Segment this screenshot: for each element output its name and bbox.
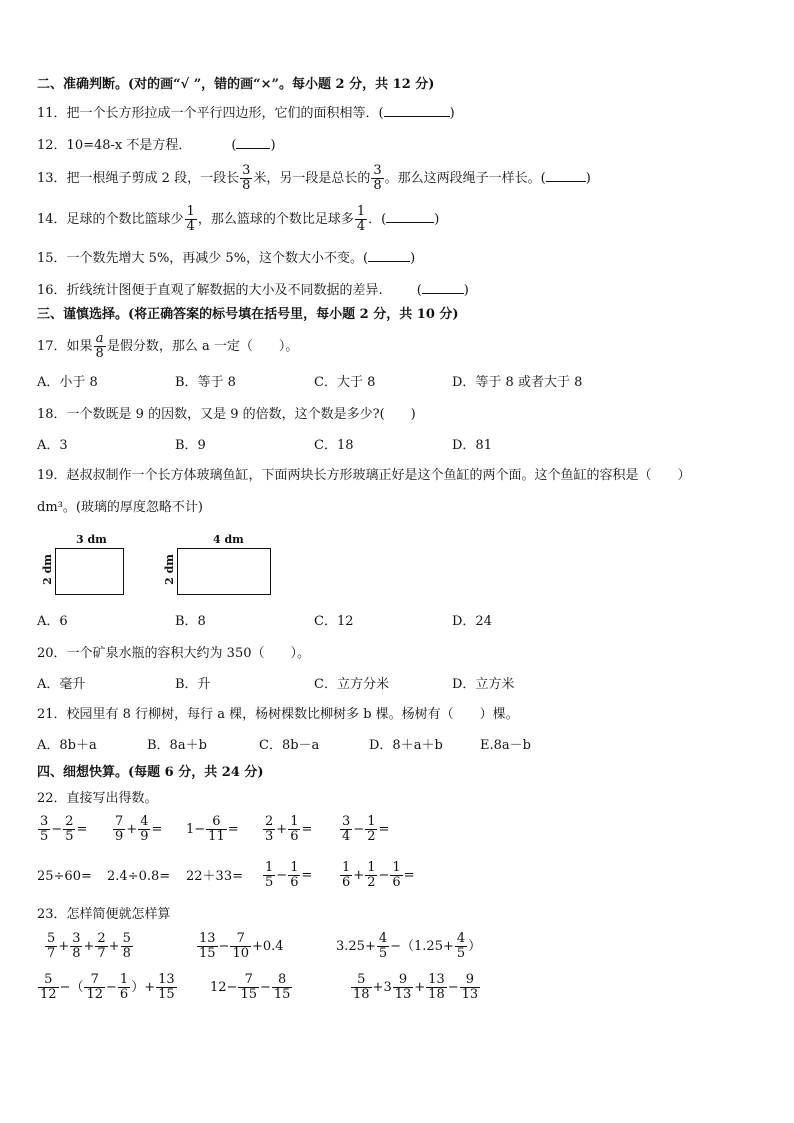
- q17-option-a[interactable]: A．小于 8: [37, 375, 98, 390]
- question-23: 23．怎样简便就怎样算: [37, 907, 171, 922]
- q23-expr-6: $\frac{5}{18}$ +3 $\frac{9}{13}$ + $\frac{13}{18}$ − $\frac{9}{13}$: [353, 972, 479, 1002]
- q19-option-b[interactable]: B．8: [175, 614, 206, 629]
- answer-blank[interactable]: [384, 104, 450, 117]
- question-15: 15．一个数先增大 5%，再减少 5%，这个数大小不变。( ): [37, 251, 416, 266]
- question-14: 14．足球的个数比篮球少 $\frac{1}{4}$ ，那么篮球的个数比足球多 $\frac{1}{4}$ ．( ): [37, 204, 440, 234]
- q17-option-c[interactable]: C．大于 8: [314, 375, 376, 390]
- fraction: $\frac{1}{4}$: [186, 204, 195, 234]
- q23-expr-2: $\frac{13}{15}$ − $\frac{7}{10}$ +0.4: [199, 931, 284, 961]
- glass-rect-2: [177, 548, 271, 595]
- q18-option-a[interactable]: A．3: [37, 438, 68, 453]
- q19-option-d[interactable]: D．24: [452, 614, 492, 629]
- q17-option-d[interactable]: D．等于 8 或者大于 8: [452, 375, 583, 390]
- question-11: 11．把一个长方形拉成一个平行四边形，它们的面积相等．( ): [37, 106, 455, 121]
- q20-option-c[interactable]: C．立方分米: [314, 677, 389, 692]
- question-19-line1: 19．赵叔叔制作一个长方体玻璃鱼缸，下面两块长方形玻璃正好是这个鱼缸的两个面。这个鱼缸的容积是（ ）: [37, 468, 691, 483]
- q21-option-a[interactable]: A．8b＋a: [37, 738, 97, 753]
- answer-blank[interactable]: [546, 169, 586, 182]
- q20-option-a[interactable]: A．毫升: [37, 677, 86, 692]
- fig2-height-label: 2 dm: [162, 554, 176, 585]
- answer-blank[interactable]: [368, 249, 410, 262]
- fraction: $\frac{3}{8}$: [242, 163, 251, 193]
- question-21: 21．校园里有 8 行柳树，每行 a 棵，杨树棵数比柳树多 b 棵。杨树有（ ）棵。: [37, 707, 519, 722]
- q22-expr-6: 25÷60=: [37, 869, 92, 884]
- q21-option-c[interactable]: C．8b－a: [259, 738, 320, 753]
- answer-blank[interactable]: [236, 136, 270, 149]
- q23-expr-1: $\frac{5}{7}$ + $\frac{3}{8}$ + $\frac{2}{7}$ + $\frac{5}{8}$: [47, 931, 131, 961]
- q21-option-b[interactable]: B．8a＋b: [147, 738, 207, 753]
- q19-option-a[interactable]: A．6: [37, 614, 68, 629]
- question-22: 22．直接写出得数。: [37, 791, 158, 806]
- q21-option-e[interactable]: E.8a－b: [480, 738, 531, 753]
- q21-option-d[interactable]: D．8＋a＋b: [369, 738, 443, 753]
- answer-blank[interactable]: [386, 210, 434, 223]
- question-20: 20．一个矿泉水瓶的容积大约为 350（ ）。: [37, 646, 310, 661]
- question-13: 13．把一根绳子剪成 2 段，一段长 $\frac{3}{8}$ 米，另一段是总长的 $\frac{3}{8}$ 。那么这两段绳子一样长。( ): [37, 163, 591, 193]
- q20-option-b[interactable]: B．升: [175, 677, 211, 692]
- q18-option-d[interactable]: D．81: [452, 438, 492, 453]
- fraction: $\frac{a}{8}$: [95, 331, 104, 361]
- q22-expr-5: $\frac{3}{4}$ − $\frac{1}{2}$ =: [342, 814, 390, 844]
- q22-expr-8: 22＋33=: [186, 869, 243, 884]
- q20-option-d[interactable]: D．立方米: [452, 677, 515, 692]
- answer-blank[interactable]: [422, 281, 464, 294]
- question-16: 16．折线统计图便于直观了解数据的大小及不同数据的差异. ( ): [37, 283, 469, 298]
- q22-expr-4: $\frac{2}{3}$ + $\frac{1}{6}$ =: [265, 814, 313, 844]
- section4-header: 四、细想快算。(每题 6 分，共 24 分): [37, 765, 264, 780]
- fig2-width-label: 4 dm: [213, 533, 244, 546]
- q22-expr-2: $\frac{7}{9}$ + $\frac{4}{9}$ =: [115, 814, 163, 844]
- fraction: $\frac{1}{4}$: [356, 204, 366, 234]
- q19-option-c[interactable]: C．12: [314, 614, 354, 629]
- q23-expr-5: 12− $\frac{7}{15}$ − $\frac{8}{15}$: [210, 972, 291, 1002]
- q18-option-c[interactable]: C．18: [314, 438, 354, 453]
- fig1-height-label: 2 dm: [40, 554, 54, 585]
- section3-header: 三、谨慎选择。(将正确答案的标号填在括号里，每小题 2 分，共 10 分): [37, 307, 459, 322]
- q18-option-b[interactable]: B．9: [175, 438, 206, 453]
- q22-expr-3: 1− $\frac{6}{11}$ =: [186, 814, 239, 844]
- q22-expr-7: 2.4÷0.8=: [107, 869, 171, 884]
- question-19-line2: dm³。(玻璃的厚度忽略不计): [37, 500, 204, 515]
- q17-option-b[interactable]: B．等于 8: [175, 375, 236, 390]
- glass-rect-1: [55, 548, 124, 595]
- fig1-width-label: 3 dm: [76, 533, 107, 546]
- q22-expr-1: $\frac{3}{5}$ − $\frac{2}{5}$ =: [40, 814, 88, 844]
- q22-expr-10: $\frac{1}{6}$ + $\frac{1}{2}$ − $\frac{1}{6}$ =: [342, 860, 415, 890]
- question-18: 18．一个数既是 9 的因数，又是 9 的倍数，这个数是多少?( ): [37, 407, 416, 422]
- q23-expr-4: $\frac{5}{12}$ −（ $\frac{7}{12}$ − $\frac{1}{6}$ ）+ $\frac{13}{15}$: [40, 972, 175, 1002]
- q22-expr-9: $\frac{1}{5}$ − $\frac{1}{6}$ =: [265, 860, 313, 890]
- question-12: 12．10=48-x 不是方程． ( ): [37, 138, 276, 153]
- section2-header: 二、准确判断。(对的画“√ ”，错的画“×”。每小题 2 分，共 12 分): [37, 77, 435, 92]
- q23-expr-3: 3.25+ $\frac{4}{5}$ −（1.25+ $\frac{4}{5}$ ）: [336, 931, 482, 961]
- question-17: 17．如果 $\frac{a}{8}$ 是假分数，那么 a 一定（ ）。: [37, 331, 299, 361]
- fraction: $\frac{3}{8}$: [373, 163, 382, 193]
